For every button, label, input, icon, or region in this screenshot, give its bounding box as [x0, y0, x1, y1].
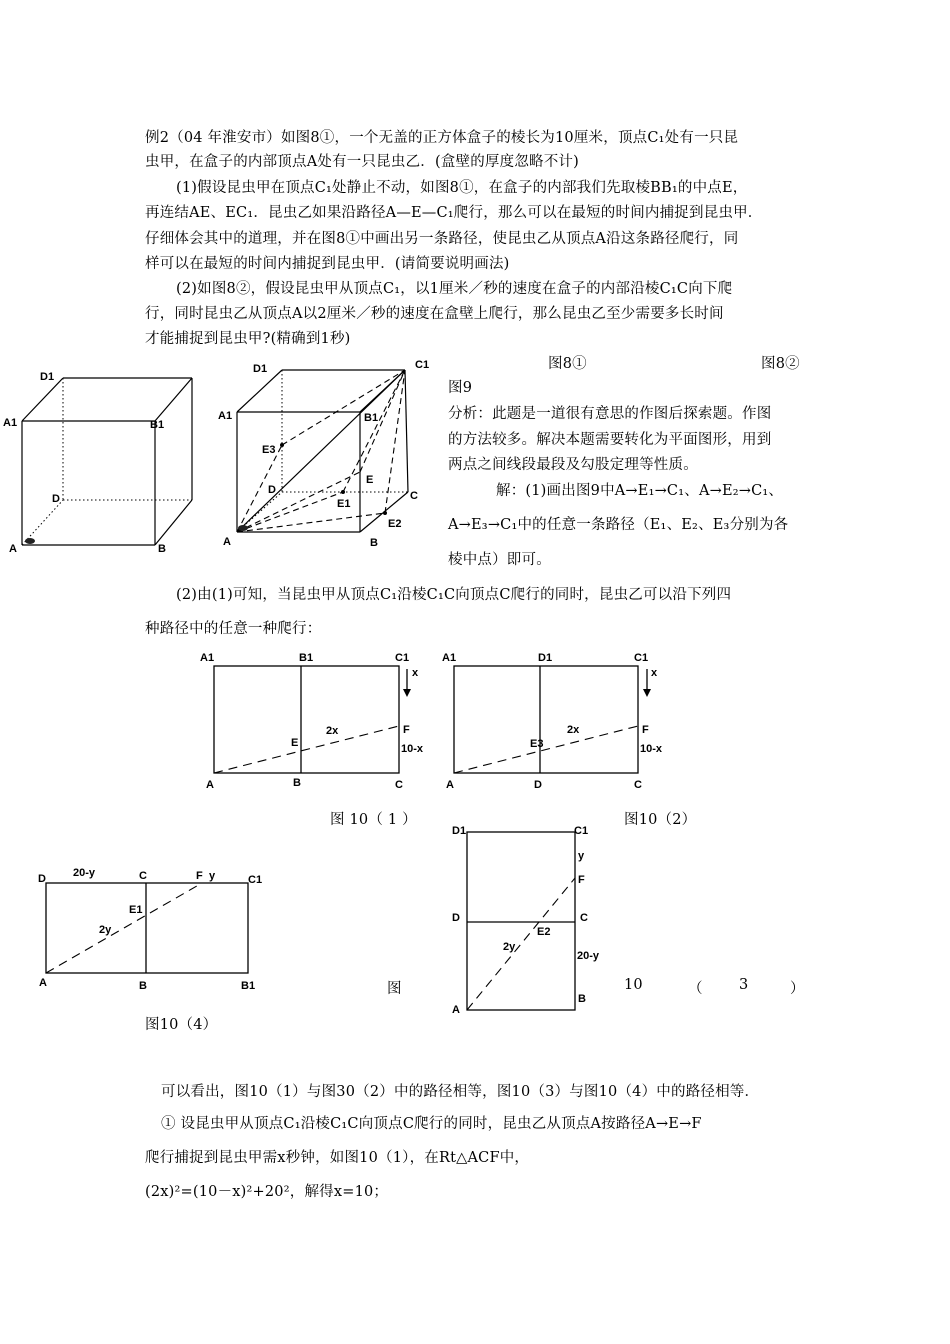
part2-line-2: 行，同时昆虫乙从顶点A以2厘米／秒的速度在盒壁上爬行，那么昆虫乙至少需要多长时间: [145, 306, 724, 322]
label-A1: A1: [200, 652, 215, 664]
label-D: D: [534, 779, 542, 791]
part2-line-1: (2)如图8②，假设昆虫甲从顶点C₁，以1厘米／秒的速度在盒子的内部沿棱C₁C向下爬: [176, 281, 733, 297]
label-C: C: [139, 870, 147, 882]
label-C1: C1: [415, 359, 430, 371]
label-A: A: [446, 779, 454, 791]
label-B: B: [293, 777, 301, 789]
caption-fig10-4: 图10（4）: [145, 1017, 218, 1033]
label-D1: D1: [452, 825, 467, 837]
label-2y: 2y: [99, 924, 112, 936]
figure-8-1-cube: [0, 360, 220, 560]
caption-fig10-3-part5: ）: [790, 981, 805, 997]
label-2y: 2y: [503, 941, 516, 953]
caption-fig10-2: 图10（2）: [624, 812, 697, 828]
label-A1: A1: [442, 652, 457, 664]
label-10-x: 10-x: [640, 743, 663, 755]
part2-line-3: 才能捕捉到昆虫甲?(精确到1秒): [145, 331, 351, 347]
label-D1: D1: [40, 371, 55, 383]
part2-intro-line-2: 种路径中的任意一种爬行：: [145, 621, 322, 637]
label-A: A: [206, 779, 214, 791]
problem-line-1: 例2（04 年淮安市）如图8①，一个无盖的正方体盒子的棱长为10厘米，顶点C₁处有一只昆: [145, 130, 739, 146]
solution-line-3: 爬行捕捉到昆虫甲需x秒钟，如图10（1），在Rt△ACF中，: [145, 1150, 530, 1166]
caption-fig10-3-part4: 3: [739, 977, 749, 993]
analysis-line-3: 两点之间线段最段及勾股定理等性质。: [448, 457, 698, 473]
label-A1: A1: [218, 410, 233, 422]
figure-10-4: [30, 860, 270, 1000]
label-F: F: [196, 870, 203, 882]
figure-10-1: [195, 645, 435, 795]
label-F: F: [642, 724, 649, 736]
label-C: C: [580, 912, 588, 924]
part1-line-1: (1)假设昆虫甲在顶点C₁处静止不动，如图8①，在盒子的内部我们先取棱BB₁的中点E，: [176, 180, 748, 196]
part1-line-3: 仔细体会其中的道理，并在图8①中画出另一条路径，使昆虫乙从顶点A沿这条路径爬行，同: [145, 231, 739, 247]
analysis-line-1: 分析：此题是一道很有意思的作图后探索题。作图: [448, 406, 772, 422]
figure-10-3: [445, 820, 605, 1020]
caption-fig10-1: 图 10（ 1 ）: [330, 812, 417, 828]
label-C1: C1: [395, 652, 410, 664]
label-C1: C1: [634, 652, 649, 664]
label-20-y: 20-y: [577, 950, 600, 962]
analysis-line-2: 的方法较多。解决本题需要转化为平面图形，用到: [448, 432, 772, 448]
label-F: F: [578, 874, 585, 886]
label-20-y: 20-y: [73, 867, 96, 879]
label-C1: C1: [248, 874, 263, 886]
label-y: y: [578, 850, 585, 862]
label-E1: E1: [337, 498, 351, 510]
figure-10-2: [437, 645, 677, 795]
label-B1: B1: [299, 652, 314, 664]
part2-intro-line-1: (2)由(1)可知，当昆虫甲从顶点C₁沿棱C₁C向顶点C爬行的同时，昆虫乙可以沿下列四: [176, 587, 732, 603]
insect-icon: [238, 525, 248, 531]
caption-fig10-3-part2: 10: [624, 977, 643, 993]
solution-line-4: (2x)²=(10－x)²+20²，解得x=10；: [145, 1184, 389, 1200]
label-E1: E1: [129, 904, 143, 916]
label-A1: A1: [3, 417, 18, 429]
label-C: C: [395, 779, 403, 791]
label-E: E: [291, 737, 299, 749]
label-B1: B1: [364, 412, 379, 424]
label-y: y: [209, 870, 216, 882]
caption-fig9: 图9: [448, 380, 473, 396]
label-E3: E3: [530, 738, 544, 750]
caption-fig8-2: 图8②: [761, 356, 800, 372]
caption-fig8-1: 图8①: [548, 356, 587, 372]
problem-line-2: 虫甲，在盒子的内部顶点A处有一只昆虫乙．(盒壁的厚度忽略不计): [145, 154, 579, 170]
solution-1-line-1: 解：(1)画出图9中A→E₁→C₁、A→E₂→C₁、: [496, 483, 784, 499]
caption-fig10-3-part3: （: [688, 981, 703, 997]
figure-9-cube-paths: [215, 355, 445, 555]
label-B: B: [139, 980, 147, 992]
solution-line-2: ① 设昆虫甲从顶点C₁沿棱C₁C向顶点C爬行的同时，昆虫乙从顶点A按路径A→E→F: [161, 1116, 702, 1132]
label-C: C: [410, 490, 418, 502]
label-2x: 2x: [326, 725, 339, 737]
label-E: E: [366, 474, 374, 486]
label-2x: 2x: [567, 724, 580, 736]
label-D: D: [268, 484, 276, 496]
label-10-x: 10-x: [401, 743, 424, 755]
label-A: A: [9, 543, 17, 555]
label-C: C: [634, 779, 642, 791]
label-B1: B1: [150, 419, 165, 431]
label-x: x: [651, 667, 658, 679]
part1-line-2: 再连结AE、EC₁．昆虫乙如果沿路径A—E—C₁爬行，那么可以在最短的时间内捕捉到昆虫甲．: [145, 205, 763, 221]
label-B: B: [578, 993, 586, 1005]
label-D: D: [38, 873, 46, 885]
label-A: A: [39, 977, 47, 989]
label-E2: E2: [537, 926, 551, 938]
insect-icon: [25, 538, 35, 544]
label-D: D: [52, 493, 60, 505]
part1-line-4: 样可以在最短的时间内捕捉到昆虫甲．(请简要说明画法): [145, 256, 510, 272]
solution-1-line-3: 棱中点）即可。: [448, 552, 551, 568]
label-D1: D1: [253, 363, 268, 375]
label-E2: E2: [388, 518, 402, 530]
label-D1: D1: [538, 652, 553, 664]
label-B: B: [158, 543, 166, 555]
label-F: F: [403, 724, 410, 736]
label-D: D: [452, 912, 460, 924]
solution-1-line-2: A→E₃→C₁中的任意一条路径（E₁、E₂、E₃分别为各: [448, 517, 789, 533]
solution-line-1: 可以看出，图10（1）与图30（2）中的路径相等，图10（3）与图10（4）中的路径相等．: [161, 1084, 760, 1100]
label-C1: C1: [574, 825, 589, 837]
caption-fig10-3-part1: 图: [387, 981, 402, 997]
label-A: A: [223, 536, 231, 548]
label-B1: B1: [241, 980, 256, 992]
label-x: x: [412, 667, 419, 679]
label-A: A: [452, 1004, 460, 1016]
label-B: B: [370, 537, 378, 549]
label-E3: E3: [262, 444, 276, 456]
